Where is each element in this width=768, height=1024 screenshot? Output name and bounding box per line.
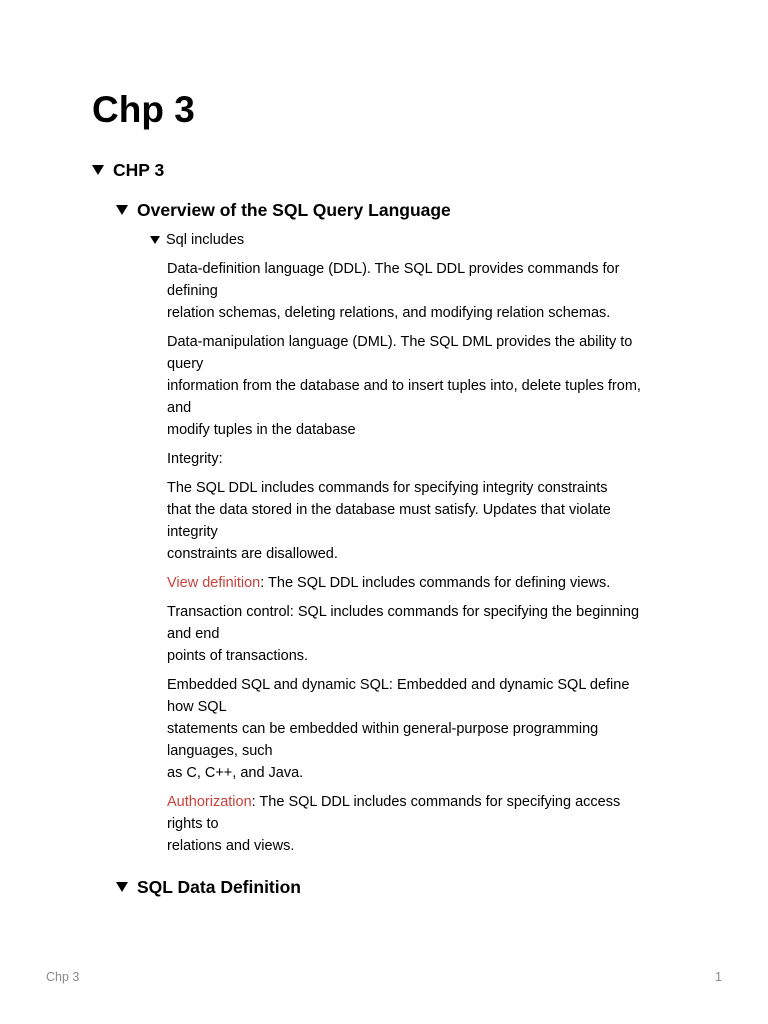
view-definition-term: View definition — [167, 575, 261, 591]
authorization-text: : The SQL DDL includes commands for specifying access — [251, 794, 621, 810]
toggle-sql-data-definition-label: SQL Data Definition — [137, 877, 301, 897]
text-line: Transaction control: SQL includes commands for specifying the beginning — [167, 604, 640, 620]
view-definition-text: : The SQL DDL includes commands for defining views. — [260, 575, 611, 591]
text-line: integrity — [167, 524, 218, 540]
footer-page-number: 1 — [715, 970, 722, 984]
paragraph-authorization — [167, 791, 687, 857]
text-line: points of transactions. — [167, 648, 309, 664]
paragraph-integrity-label — [167, 448, 687, 470]
text-line — [167, 791, 687, 813]
toggle-sql-includes-label: Sql includes — [166, 232, 245, 248]
toggle-overview[interactable] — [116, 198, 451, 222]
paragraph-transaction — [167, 601, 687, 667]
toggle-sql-includes[interactable] — [150, 230, 244, 250]
text-line: information from the database and to insert tuples into, delete tuples from, — [167, 378, 641, 394]
text-line: that the data stored in the database must satisfy. Updates that violate — [167, 502, 611, 518]
text-line: how SQL — [167, 699, 227, 715]
text-line: Data-definition language (DDL). The SQL DDL provides commands for — [167, 261, 620, 277]
text-line — [167, 572, 687, 594]
text-line: relation schemas, deleting relations, and modifying relation schemas. — [167, 305, 611, 321]
toggle-chp3-label: CHP 3 — [113, 160, 165, 180]
text-line: The SQL DDL includes commands for specifying integrity constraints — [167, 480, 608, 496]
triangle-down-icon[interactable] — [116, 882, 128, 892]
sql-includes-content — [167, 258, 687, 864]
toggle-chp3[interactable] — [92, 158, 164, 182]
text-line: Data-manipulation language (DML). The SQL DML provides the ability to — [167, 334, 633, 350]
text-line: relations and views. — [167, 838, 295, 854]
text-line: Integrity: — [167, 451, 223, 467]
paragraph-view-definition — [167, 572, 687, 594]
authorization-term: Authorization — [167, 794, 252, 810]
text-line: modify tuples in the database — [167, 422, 356, 438]
text-line: query — [167, 356, 204, 372]
toggle-overview-label: Overview of the SQL Query Language — [137, 200, 451, 220]
triangle-down-icon[interactable] — [116, 205, 128, 215]
paragraph-integrity — [167, 477, 687, 565]
triangle-down-icon[interactable] — [150, 236, 160, 244]
footer-title: Chp 3 — [46, 970, 80, 984]
toggle-sql-data-definition[interactable] — [116, 875, 301, 899]
text-line: constraints are disallowed. — [167, 546, 338, 562]
text-line: statements can be embedded within general-purpose programming — [167, 721, 599, 737]
paragraph-embedded — [167, 674, 687, 784]
text-line: as C, C++, and Java. — [167, 765, 304, 781]
paragraph-dml — [167, 331, 687, 441]
text-line: and — [167, 400, 192, 416]
paragraph-ddl — [167, 258, 687, 324]
text-line: and end — [167, 626, 220, 642]
triangle-down-icon[interactable] — [92, 165, 104, 175]
text-line: rights to — [167, 816, 219, 832]
text-line: defining — [167, 283, 218, 299]
text-line: languages, such — [167, 743, 273, 759]
page-title: Chp 3 — [92, 89, 195, 130]
text-line: Embedded SQL and dynamic SQL: Embedded and dynamic SQL define — [167, 677, 630, 693]
